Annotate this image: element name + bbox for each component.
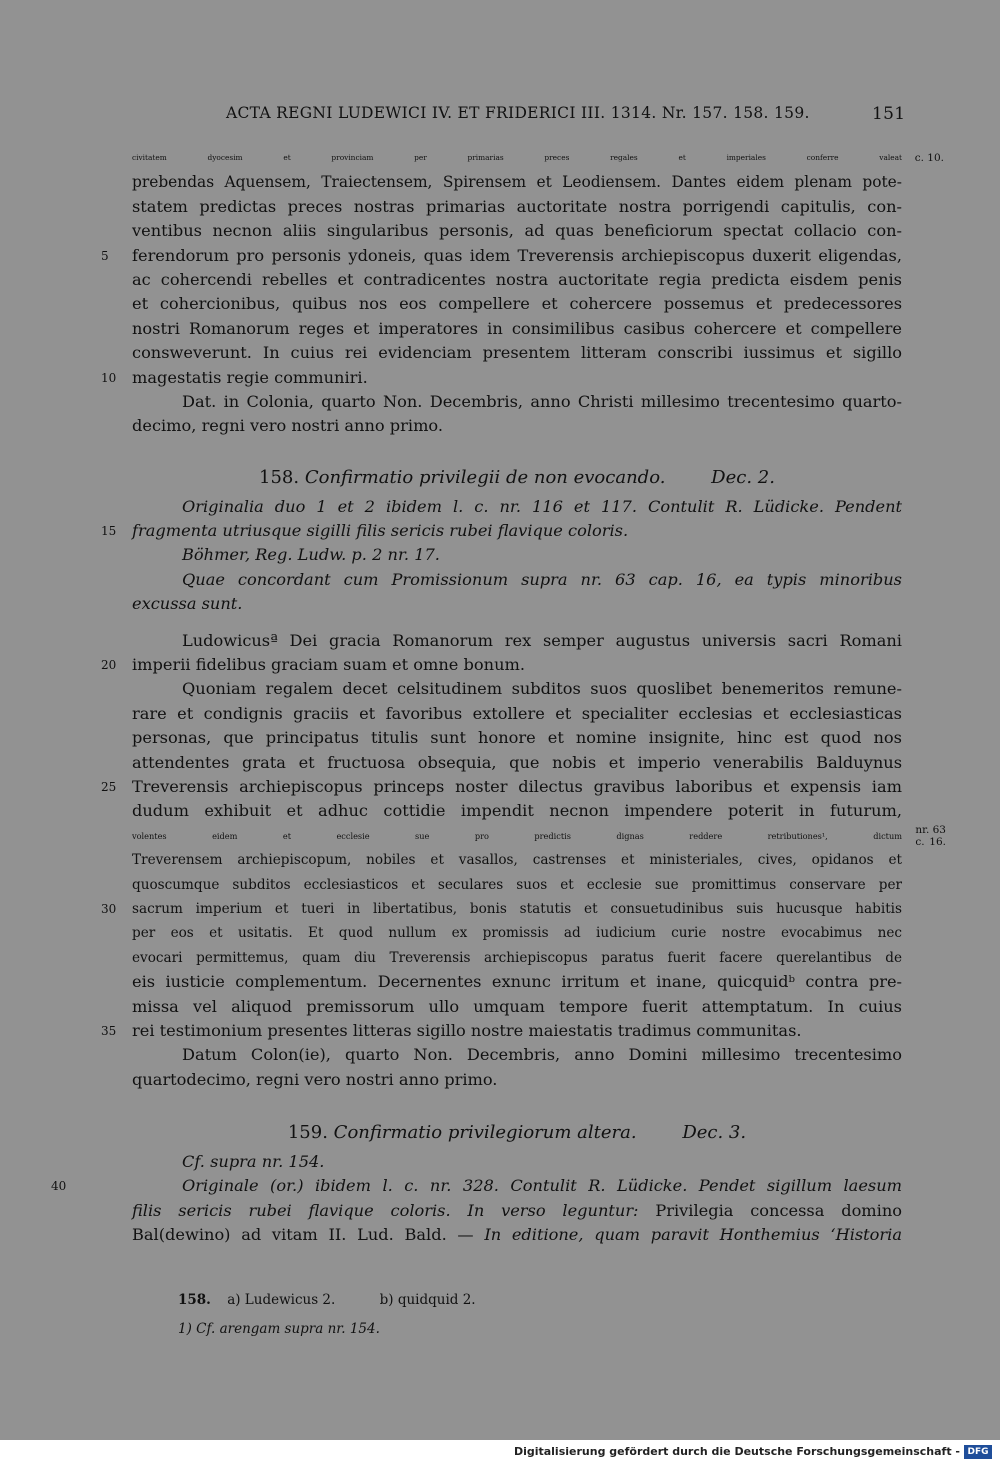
line-number: 35: [101, 1023, 117, 1038]
section-heading-159: [132, 1116, 902, 1150]
heading-date: Dec. 3.: [682, 1122, 747, 1144]
text-line: Dat. in Colonia, quarto Non. Decembris, anno Christi millesimo trecentesimo quarto-: [182, 391, 902, 411]
heading-date: Dec. 2.: [711, 466, 775, 488]
footnote-variants: 158. a) Ludewicus 2. b) quidquid 2.: [178, 1292, 476, 1308]
margin-note: nr. 63 c. 16.: [915, 823, 946, 848]
text-line: civitatem dyocesim et provinciam per primarias preces regales et imperiales conferre valeat c. 10.: [132, 146, 902, 170]
credit-text: Digitalisierung gefördert durch die Deutsche Forschungsgemeinschaft -: [513, 1445, 960, 1458]
text-line: quoscumque subditos ecclesiasticos et seculares suos et ecclesie sue promittimus conservare per: [132, 876, 902, 893]
line-number: 25: [101, 779, 117, 794]
text-line: 30 sacrum imperium et tueri in libertatibus, bonis statutis et consuetudinibus suis hucusque habitis: [132, 897, 902, 921]
editorial-note: Quae concordant cum Promissionum supra nr. 63 cap. 16, ea typis minoribus: [182, 569, 902, 589]
text-line: dudum exhibuit et adhuc cottidie impendit necnon impendere poterit in futurum,: [132, 801, 902, 821]
text-line: Ludowicusª Dei gracia Romanorum rex semper augustus universis sacri Romani: [182, 630, 902, 650]
footnotes: [178, 1288, 476, 1346]
footnote-1: 1) Cf. arengam supra nr. 154.: [178, 1321, 380, 1337]
text-line: ac cohercendi rebelles et contradicentes nostra auctoritate regia predicta eisdem penis: [132, 269, 902, 289]
text-line: attendentes grata et fructuosa obsequia, que nobis et imperio venerabilis Balduynus: [132, 752, 902, 772]
text-line: 5 ferendorum pro personis ydoneis, quas idem Treverensis archiepiscopus duxerit eligendas,: [132, 244, 902, 268]
source-note: Bal(dewino) ad vitam II. Lud. Bald. — In editione, quam paravit Honthemius ‘Historia: [132, 1225, 902, 1245]
heading-title: Confirmatio privilegiorum altera.: [333, 1122, 637, 1144]
text-line: prebendas Aquensem, Traiectensem, Spirensem et Leodiensem. Dantes eidem plenam pote-: [132, 173, 902, 192]
text-line: volentes eidem et ecclesie sue pro predictis dignas reddere retributiones¹, dictum nr. 63 c. 16.: [132, 823, 946, 848]
main-text: [51, 146, 946, 1248]
text-line: ventibus necnon aliis singularibus personis, ad quas beneficiorum spectat collacio con-: [132, 221, 902, 241]
line-number: 15: [101, 524, 117, 539]
heading-number: 159.: [287, 1122, 328, 1144]
text-line: statem predictas preces nostras primarias auctoritate nostra porrigendi capitulis, con-: [132, 196, 902, 216]
text-line: missa vel aliquod premissorum ullo umquam tempore fuerit attemptatum. In cuius: [132, 996, 902, 1016]
source-note: 15 fragmenta utriusque sigilli filis sericis rubei flavique coloris.: [132, 519, 902, 543]
text-line: Datum Colon(ie), quarto Non. Decembris, anno Domini millesimo trecentesimo: [182, 1045, 902, 1065]
section-heading-158: [132, 461, 902, 495]
text-line: et cohercionibus, quibus nos eos compellere et cohercere possemus et predecessores: [132, 294, 902, 314]
text-line: 10 magestatis regie communiri.: [132, 366, 902, 390]
line-number: 30: [101, 901, 117, 916]
text-line: personas, que principatus titulis sunt honore et nomine insignite, hinc est quod nos: [132, 728, 902, 748]
source-note: filis sericis rubei flavique coloris. In verso leguntur: Privilegia concessa domino: [132, 1200, 903, 1220]
text-line: decimo, regni vero nostri anno primo.: [132, 416, 444, 436]
source-note: Originalia duo 1 et 2 ibidem l. c. nr. 116 et 117. Contulit R. Lüdicke. Pendent: [182, 496, 902, 516]
page-number: 151: [872, 104, 906, 124]
credit-bar: [0, 1440, 1000, 1464]
text-line: Quoniam regalem decet celsitudinem subditos suos quoslibet benemeritos remune-: [182, 679, 902, 699]
text-line: per eos et usitatis. Et quod nullum ex promissis ad iudicium curie nostre evocabimus nec: [132, 925, 902, 942]
text-line: consweverunt. In cuius rei evidenciam presentem litteram conscribi iussimus et sigillo: [132, 343, 902, 363]
editorial-note: excussa sunt.: [132, 594, 243, 614]
text-line: 20 imperii fidelibus graciam suam et omne bonum.: [132, 653, 902, 677]
text-line: 25 Treverensis archiepiscopus princeps noster dilectus gravibus laboribus et expensis iam: [132, 775, 902, 799]
cf-reference: Cf. supra nr. 154.: [182, 1152, 325, 1172]
bohmer-reference: Böhmer, Reg. Ludw. p. 2 nr. 17.: [182, 545, 440, 565]
dfg-logo-icon: DFG: [964, 1445, 992, 1459]
source-note: 40 Originale (or.) ibidem l. c. nr. 328. Contulit R. Lüdicke. Pendet sigillum laesum: [132, 1174, 902, 1198]
line-number: 10: [101, 370, 117, 385]
heading-number: 158.: [259, 466, 300, 488]
text-line: rare et condignis graciis et favoribus extollere et specialiter ecclesias et ecclesiasticas: [132, 703, 902, 723]
text-line: quartodecimo, regni vero nostri anno primo.: [132, 1069, 498, 1089]
heading-title: Confirmatio privilegii de non evocando.: [304, 466, 666, 488]
text-line: nostri Romanorum reges et imperatores in consimilibus casibus cohercere et compellere: [132, 318, 902, 338]
running-title: ACTA REGNI LUDEWICI IV. ET FRIDERICI III. 1314. Nr. 157. 158. 159.: [226, 104, 810, 122]
text-line: 35 rei testimonium presentes litteras sigillo nostre maiestatis tradimus communitas.: [132, 1019, 902, 1043]
line-number: 20: [101, 658, 117, 673]
line-number: 40: [51, 1179, 67, 1194]
line-number: 5: [101, 248, 109, 263]
text-line: eis iusticie complementum. Decernentes exnunc irritum et inane, quicquidᵇ contra pre-: [132, 972, 902, 992]
text-line: Treverensem archiepiscopum, nobiles et vasallos, castrenses et ministeriales, cives, opidanos et: [132, 852, 902, 869]
text-line: evocari permittemus, quam diu Treverensis archiepiscopus paratus fuerit facere querelantibus de: [132, 949, 902, 966]
margin-note: c. 10.: [914, 152, 944, 164]
running-header: [0, 104, 1000, 128]
